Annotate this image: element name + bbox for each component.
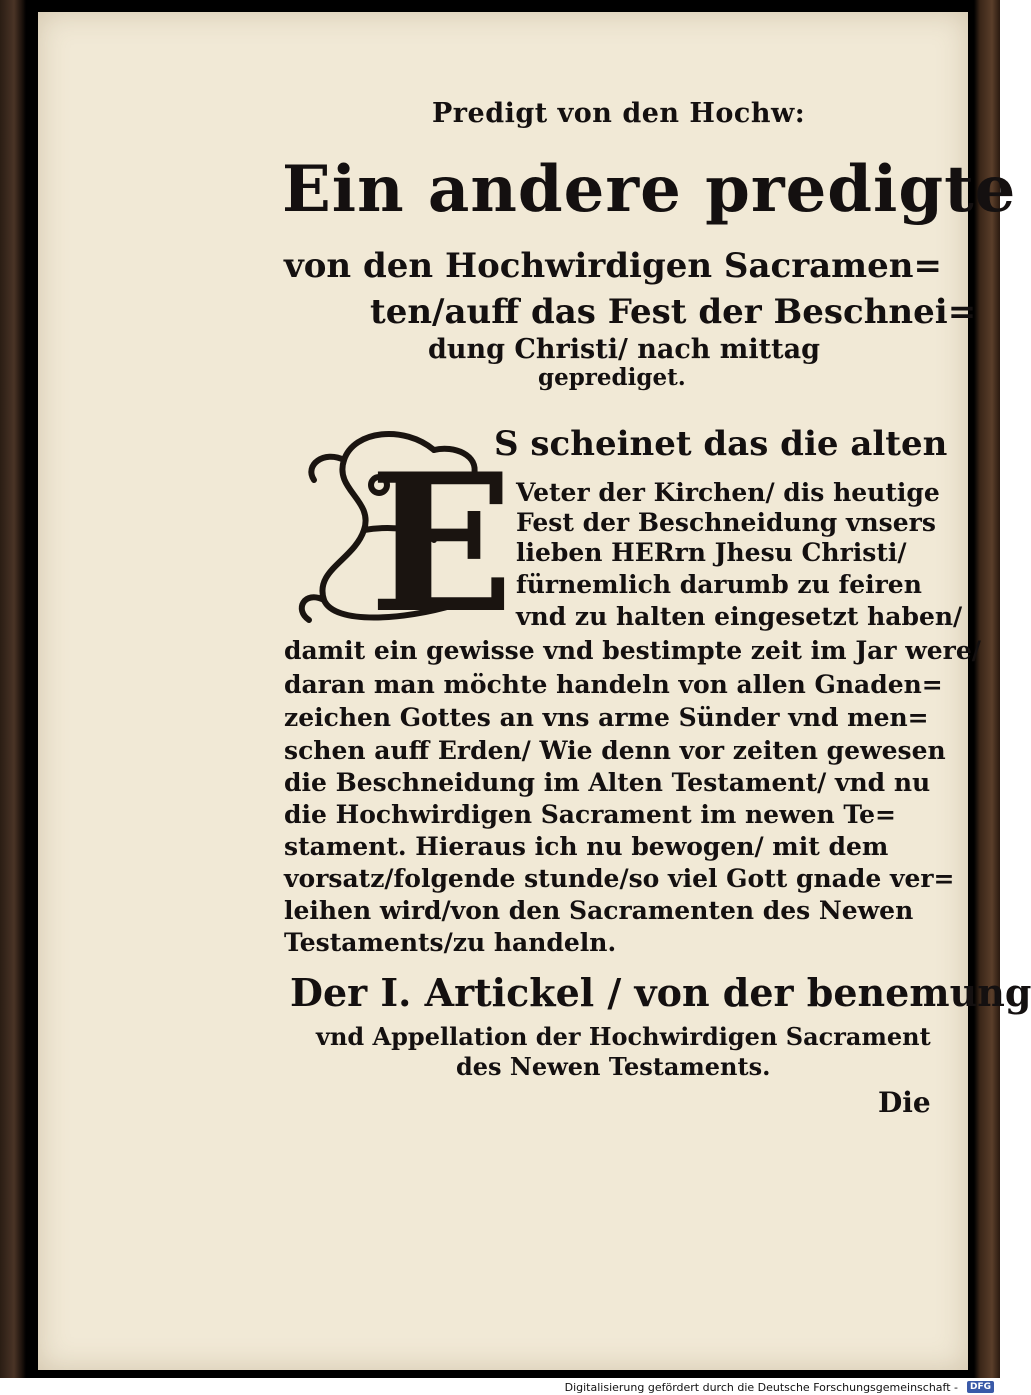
title-line-2: von den Hochwirdigen Sacramen= bbox=[284, 246, 942, 286]
catchword: Die bbox=[878, 1086, 931, 1119]
decorated-initial-e bbox=[284, 420, 514, 655]
body-line: daran man möchte handeln von allen Gnaden= bbox=[284, 670, 943, 699]
article-subheading-2: des Newen Testaments. bbox=[456, 1052, 771, 1081]
sermon-title: Ein andere predigte bbox=[282, 152, 1017, 227]
title-line-4: dung Christi/ nach mittag bbox=[428, 334, 820, 365]
body-line: stament. Hieraus ich nu bewogen/ mit dem bbox=[284, 832, 889, 861]
article-heading: Der I. Artickel / von der benemung bbox=[290, 970, 1031, 1015]
title-line-3: ten/auff das Fest der Beschnei= bbox=[370, 292, 977, 332]
body-line: damit ein gewisse vnd bestimpte zeit im Jar were/ bbox=[284, 636, 981, 665]
running-head: Predigt von den Hochw: bbox=[432, 98, 806, 129]
body-first-line: S scheinet das die alten bbox=[494, 424, 948, 464]
dfg-logo: DFG bbox=[967, 1381, 994, 1393]
article-subheading: vnd Appellation der Hochwirdigen Sacrament bbox=[316, 1022, 931, 1051]
initial-letter: E bbox=[369, 432, 514, 655]
body-line: Testaments/zu handeln. bbox=[284, 928, 617, 957]
body-line: fürnemlich darumb zu feiren bbox=[516, 570, 922, 599]
body-line: vnd zu halten eingesetzt haben/ bbox=[516, 602, 963, 631]
funding-notice: Digitalisierung gefördert durch die Deutsche Forschungsgemeinschaft - bbox=[564, 1381, 958, 1394]
title-line-5: geprediget. bbox=[538, 364, 686, 391]
body-line: die Beschneidung im Alten Testament/ vnd nu bbox=[284, 768, 931, 797]
body-line: Veter der Kirchen/ dis heutige bbox=[516, 478, 940, 507]
body-line: schen auff Erden/ Wie denn vor zeiten gewesen bbox=[284, 736, 946, 765]
body-line: zeichen Gottes an vns arme Sünder vnd men= bbox=[284, 703, 929, 732]
body-line: Fest der Beschneidung vnsers bbox=[516, 508, 936, 537]
body-line: die Hochwirdigen Sacrament im newen Te= bbox=[284, 800, 896, 829]
body-line: leihen wird/von den Sacramenten des Newen bbox=[284, 896, 914, 925]
body-line: lieben HERrn Jhesu Christi/ bbox=[516, 538, 907, 567]
body-line: vorsatz/folgende stunde/so viel Gott gnade ver= bbox=[284, 864, 955, 893]
